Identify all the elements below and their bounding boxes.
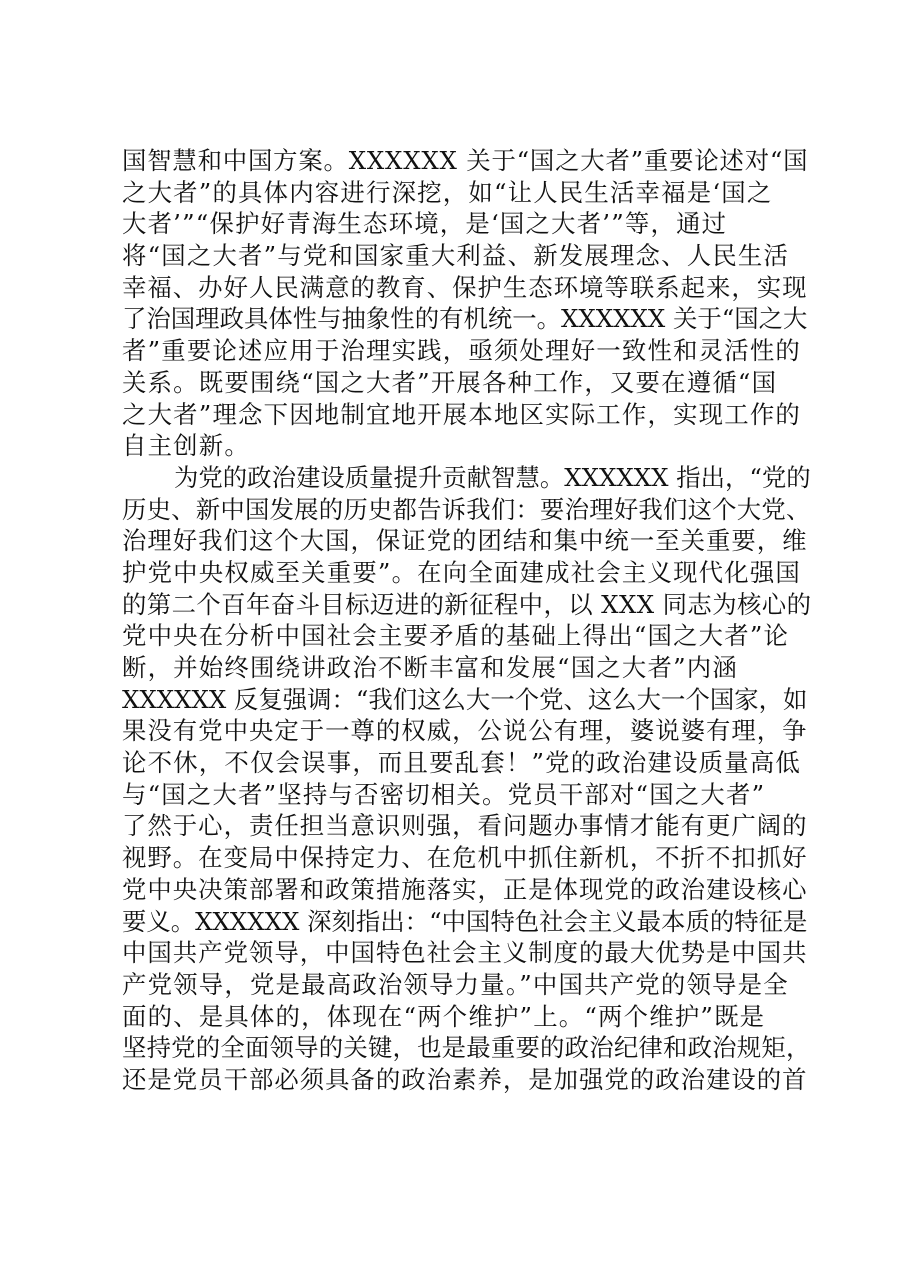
text-line: 党中央在分析中国社会主要矛盾的基础上得出“国之大者”论 <box>122 621 790 651</box>
text-line: 幸福、办好人民满意的教育、保护生态环境等联系起来，实现 <box>122 272 808 302</box>
text-line: 将“国之大者”与党和国家重大利益、新发展理念、人民生活 <box>122 241 790 271</box>
text-line: 之大者”的具体内容进行深挖，如“让人民生活幸福是‘国之 <box>122 177 773 207</box>
text-line: 之大者”理念下因地制宜地开展本地区实际工作，实现工作的 <box>122 399 802 429</box>
text-line: 产党领导，党是最高政治领导力量。”中国共产党的领导是全 <box>122 969 789 999</box>
text-line: 要义。XXXXXX 深刻指出：“中国特色社会主义最本质的特征是 <box>122 906 808 936</box>
text-line: 关系。既要围绕“国之大者”开展各种工作，又要在遵循“国 <box>122 367 778 397</box>
text-line: 面的、是具体的，体现在“两个维护”上。“两个维护”既是 <box>122 1001 766 1031</box>
text-line: 断，并始终围绕讲政治不断丰富和发展“国之大者”内涵 <box>122 653 738 682</box>
text-line: 中国共产党领导，中国特色社会主义制度的最大优势是中国共 <box>122 938 808 968</box>
text-line: 还是党员干部必须具备的政治素养，是加强党的政治建设的首 <box>122 1064 808 1094</box>
text-line-first: 为党的政治建设质量提升贡献智慧。XXXXXX 指出，“党的 <box>174 462 811 492</box>
text-line: 党中央决策部署和政策措施落实，正是体现党的政治建设核心 <box>122 874 808 904</box>
text-line: 了然于心，责任担当意识则强，看问题办事情才能有更广阔的 <box>122 811 808 841</box>
text-line: 坚持党的全面领导的关键，也是最重要的政治纪律和政治规矩， <box>122 1033 811 1063</box>
text-line: 视野。在变局中保持定力、在危机中抓住新机，不折不扣抓好 <box>122 843 808 873</box>
text-line: 果没有党中央定于一尊的权威，公说公有理，婆说婆有理，争 <box>122 716 808 746</box>
paragraph-1 <box>122 145 812 462</box>
text-line: 了治国理政具体性与抽象性的有机统一。XXXXXX 关于“国之大 <box>122 304 808 334</box>
text-line: 的第二个百年奋斗目标迈进的新征程中，以 XXX 同志为核心的 <box>122 589 812 619</box>
text-line: 国智慧和中国方案。XXXXXX 关于“国之大者”重要论述对“国 <box>122 146 809 175</box>
text-line: 历史、新中国发展的历史都告诉我们：要治理好我们这个大党、 <box>122 494 811 524</box>
text-line: 大者’”“保护好青海生态环境，是‘国之大者’”等，通过 <box>122 209 728 239</box>
text-line: XXXXXX 反复强调：“我们这么大一个党、这么大一个国家，如 <box>122 684 808 714</box>
body-text <box>122 145 812 1096</box>
text-line: 护党中央权威至关重要”。在向全面建成社会主义现代化强国 <box>122 557 802 587</box>
text-line: 治理好我们这个大国，保证党的团结和集中统一至关重要，维 <box>122 526 808 556</box>
text-line: 与“国之大者”坚持与否密切相关。党员干部对“国之大者” <box>122 779 766 809</box>
paragraph-2 <box>122 462 812 1096</box>
text-line: 论不休，不仅会误事，而且要乱套！”党的政治建设质量高低 <box>122 748 802 778</box>
text-line: 自主创新。 <box>122 431 250 461</box>
text-line: 者”重要论述应用于治理实践，亟须处理好一致性和灵活性的 <box>122 336 802 366</box>
